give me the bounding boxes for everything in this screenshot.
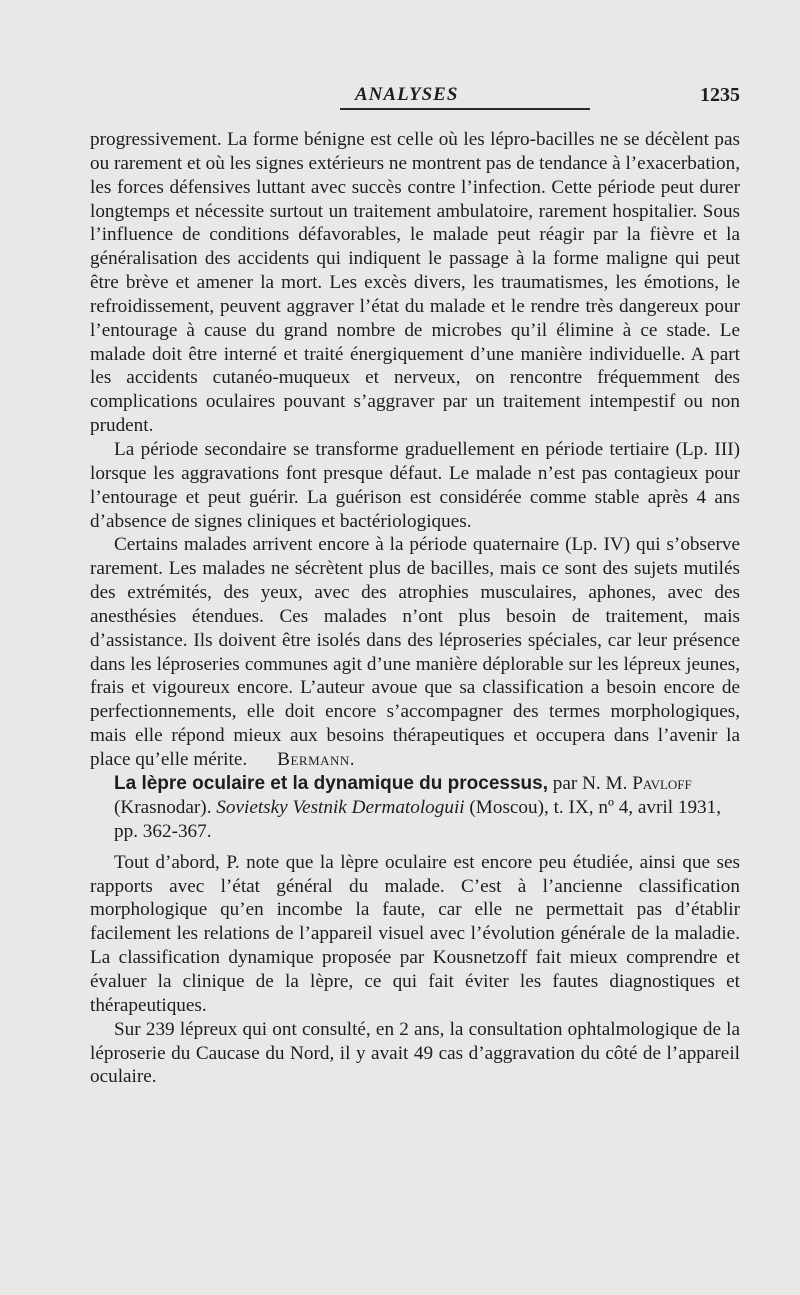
paragraph-1-text: progressivement. La forme bénigne est celle où les lépro-bacilles ne se décèlent pas ou rarement et où les signes extérieurs ne montrent pas de tendance à l’exacerbation, les forces défensives luttant avec succès contre l’infection. Cette période peut durer longtemps et nécessite surtout un traitement ambulatoire, rarement hospitalier. Sous l’influence de conditions défavorables, le malade peut réagir par la fièvre et la généralisation des accidents qui indiquent le passage à la forme maligne qui peut être brève et amener la mort. Les excès divers, les traumatismes, les émotions, le refroidissement, peuvent aggraver l’état du malade et le rendre très dangereux pour l’entourage à cause du grand nombre de microbes qu’il élimine à ce stade. Le malade doit être interné et traité énergiquement d’une manière individuelle. A part les accidents cutanéo-muqueux et nerveux, on rencontre fréquemment des complications oculaires pouvant s’aggraver par un traitement intempestif ou non prudent.	[90, 129, 740, 437]
article-title: La lèpre oculaire et la dynamique du processus,	[114, 772, 548, 794]
paragraph-5-text: Sur 239 lépreux qui ont consulté, en 2 ans, la consultation ophtalmologique de la léproserie du Caucase du Nord, il y avait 49 cas d’aggravation du côté de l’appareil oculaire.	[90, 1018, 740, 1088]
running-header	[90, 84, 740, 124]
header-rule	[340, 108, 590, 110]
body-text	[90, 128, 740, 1089]
article-author: Pavloff	[632, 772, 692, 794]
article-by: par N. M.	[552, 772, 628, 794]
article-journal: Sovietsky Vestnik Dermatologuii	[216, 796, 465, 818]
article-details: (Moscou), t. IX, nº 4, avril 1931, pp. 362-367.	[114, 796, 722, 842]
paragraph-2-text: La période secondaire se transforme graduellement en période tertiaire (Lp. III) lorsque les aggravations font presque défaut. Le malade n’est pas contagieux pour l’entourage et peut guérir. La guérison est considérée comme stable après 4 ans d’absence de signes cliniques et bactériologiques.	[90, 438, 740, 532]
running-title: ANALYSES	[355, 84, 459, 105]
paragraph-3	[90, 533, 740, 771]
article-affiliation: (Krasnodar).	[114, 796, 212, 818]
page-number: 1235	[700, 84, 740, 106]
paragraph-4-text: Tout d’abord, P. note que la lèpre oculaire est encore peu étudiée, ainsi que ses rapports avec l’état général du malade. C’est à l’ancienne classification morphologique qu’en incombe la faute, car elle ne permettait pas d’établir facilement les relations de l’appareil visuel avec l’évolution générale de la maladie. La classification dynamique proposée par Kousnetzoff fait mieux comprendre et évaluer la clinique de la lèpre, ce qui fait éviter les fautes diagnostiques et thérapeutiques.	[90, 851, 740, 1016]
paragraph-3-text: Certains malades arrivent encore à la période quaternaire (Lp. IV) qui s’observe rarement. Les malades ne sécrètent plus de bacilles, mais ce sont des sujets mutilés des extrémités, des yeux, avec des atrophies musculaires, aphones, avec des anesthésies étendues. Ces malades n’ont plus besoin de traitement, mais d’assistance. Ils doivent être isolés dans des léproseries spéciales, car leur présence dans les léproseries communes agit d’une manière déplorable sur les lépreux jeunes, frais et vigoureux encore. L’auteur avoue que sa classification a besoin encore de perfectionnements, elle doit encore s’accompagner des termes morphologiques, mais elle répond mieux aux besoins thérapeutiques et occupera dans l’avenir la place qu’elle mérite.	[90, 534, 740, 770]
reviewer-signature: Bermann.	[277, 748, 356, 770]
paragraph-4	[90, 851, 740, 1018]
paragraph-1	[90, 128, 740, 438]
paragraph-2	[90, 438, 740, 533]
paragraph-5	[90, 1018, 740, 1090]
article-heading	[90, 772, 740, 844]
